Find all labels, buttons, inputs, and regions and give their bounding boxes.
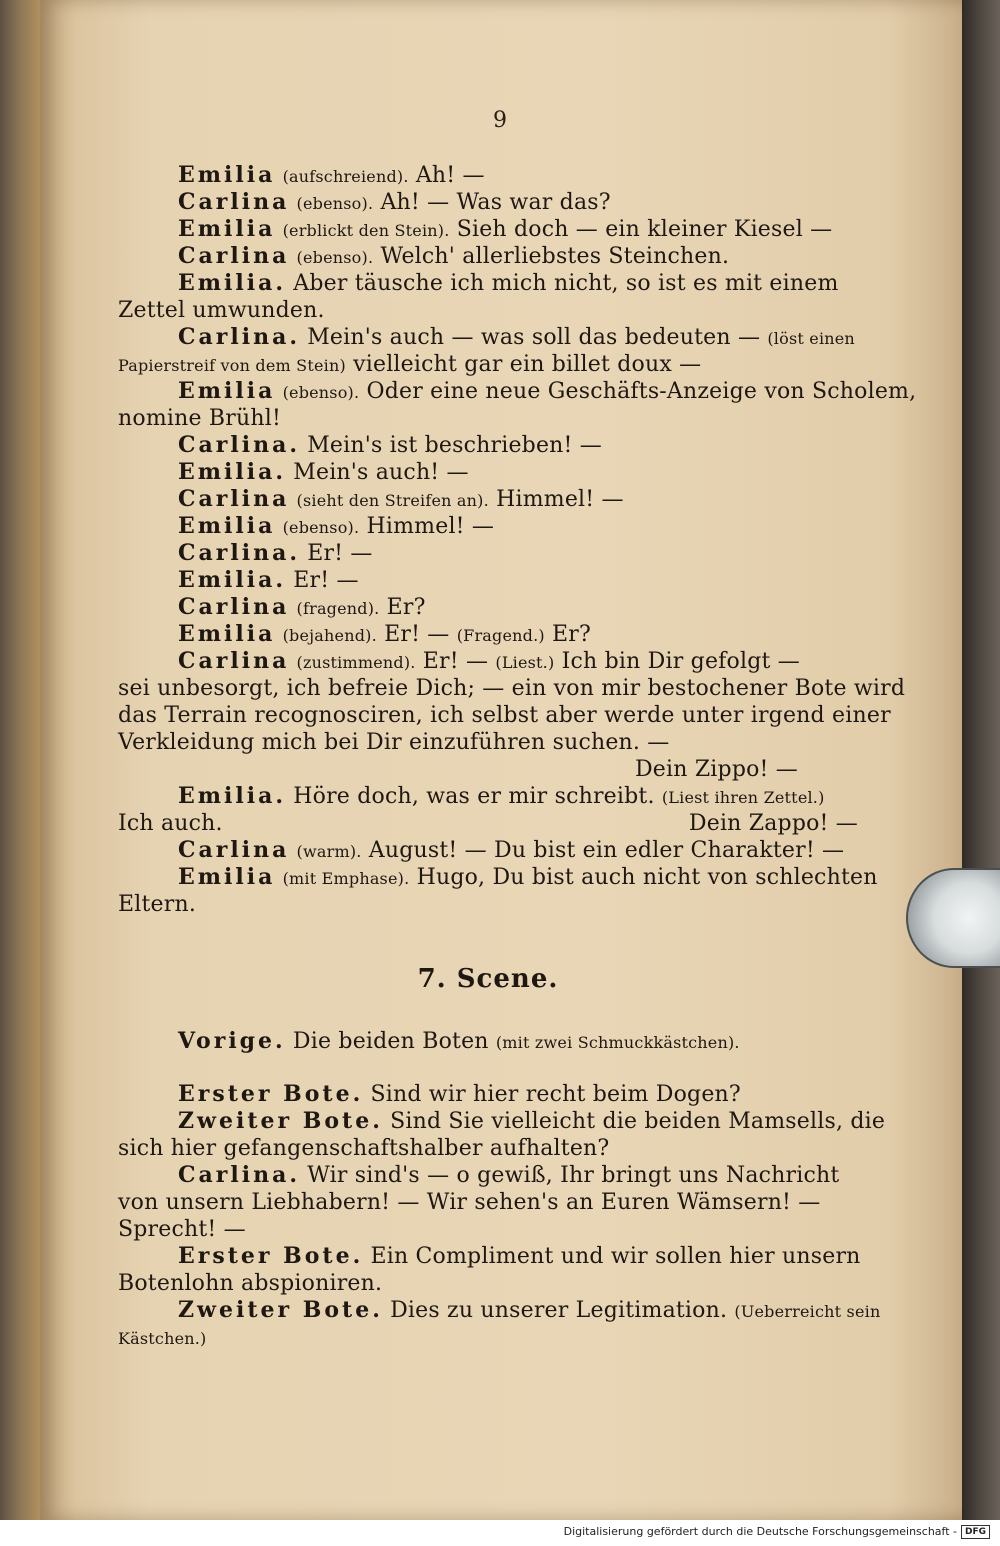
speaker-name: Emilia [178,378,276,404]
text-line [118,1108,886,1135]
speaker-name: Carlina. [178,432,300,458]
text-line [118,1324,858,1351]
line-text: Die beiden Boten [292,1029,489,1054]
text-line [118,567,858,594]
stage-direction: (Fragend.) [456,626,545,645]
line-text: Er! — [307,541,373,566]
line-text: Sieh doch — ein kleiner Kiesel — [456,217,833,242]
text-line [118,1135,858,1162]
text-line [118,216,858,243]
speaker-name: Carlina [178,486,290,512]
line-text: Sind wir hier recht beim Dogen? [370,1082,741,1107]
line-text: Verkleidung mich bei Dir einzuführen suchen. — [118,730,670,755]
stage-direction: (ebenso). [296,248,374,267]
speaker-name: Erster Bote. [178,1081,364,1107]
line-text: Sprecht! — [118,1217,246,1242]
line-text: Ah! — Was war das? [380,190,611,215]
stage-direction: Kästchen.) [118,1329,207,1348]
line-text: Zettel umwunden. [118,298,325,323]
speaker-name: Carlina. [178,1162,300,1188]
speaker-name: Vorige. [178,1028,286,1054]
page-edge-shadow [962,0,1000,1520]
text-line [118,1028,858,1055]
line-text: sich hier gefangenschaftshalber aufhalten? [118,1136,610,1161]
line-text: Ich auch. [118,811,223,836]
speaker-name: Carlina [178,837,290,863]
text-line [118,675,906,702]
speaker-name: Carlina [178,648,290,674]
speaker-name: Emilia. [178,270,287,296]
text-line [118,756,858,783]
text-line [118,1189,858,1216]
speaker-name: Emilia [178,216,276,242]
scene-dialogue-block [118,1028,886,1351]
stage-direction: (bejahend). [282,626,377,645]
line-text: Dies zu unserer Legitimation. [390,1298,728,1323]
line-text: Er! — [293,568,359,593]
text-line [118,432,858,459]
stage-direction: (sieht den Streifen an). [296,491,489,510]
speaker-name: Carlina [178,189,290,215]
speaker-name: Emilia [178,864,276,890]
text-line [118,837,858,864]
text-line [118,162,858,189]
text-line [118,1297,881,1324]
speaker-name: Erster Bote. [178,1243,364,1269]
line-text: Wir sind's — o gewiß, Ihr bringt uns Nachricht [307,1163,840,1188]
line-text: Dein Zappo! — [688,811,858,836]
text-line [118,486,858,513]
stage-direction: (mit Emphase). [282,869,410,888]
line-text: Himmel! — [496,487,624,512]
speaker-name: Emilia. [178,783,287,809]
line-text: nomine Brühl! [118,406,281,431]
dfg-logo: DFG [961,1525,990,1539]
line-text: Oder eine neue Geschäfts-Anzeige von Scholem, [366,379,917,404]
stage-direction: (zustimmend). [296,653,416,672]
speaker-name: Emilia [178,621,276,647]
speaker-name: Zweiter Bote. [178,1297,383,1323]
stage-direction: (Ueberreicht sein [734,1302,881,1321]
page-number: 9 [493,108,507,133]
line-text: Mein's auch — was soll das bedeuten — [307,325,761,350]
stage-direction: (Liest.) [495,653,555,672]
line-text: Welch' allerliebstes Steinchen. [380,244,730,269]
book-spine [0,0,40,1520]
text-line [118,243,858,270]
scene-heading: 7. Scene. [417,964,559,994]
text-line [118,783,858,810]
stage-direction: (erblickt den Stein). [282,221,450,240]
text-line [118,729,858,756]
line-text: Er? [552,622,592,647]
line-text: Botenlohn abspioniren. [118,1271,383,1296]
text-line [118,1162,858,1189]
text-line [118,189,858,216]
scanner-clip [906,868,1000,968]
speaker-name: Emilia. [178,567,287,593]
text-line [118,1270,858,1297]
text-line [118,351,858,378]
page-text [118,162,917,1351]
line-text: vielleicht gar ein billet doux — [353,352,702,377]
line-text: Eltern. [118,892,197,917]
text-line [118,513,858,540]
stage-direction: (löst einen [767,329,855,348]
stage-direction: (warm). [296,842,362,861]
line-text: Sind Sie vielleicht die beiden Mamsells, die [390,1109,886,1134]
stage-direction: (aufschreiend). [282,167,409,186]
line-text: Ein Compliment und wir sollen hier unsern [370,1244,861,1269]
line-text: sei unbesorgt, ich befreie Dich; — ein von mir bestochener Bote wird [118,676,906,701]
text-line [118,702,891,729]
line-text: Mein's ist beschrieben! — [307,433,602,458]
stage-direction: Papierstreif von dem Stein) [118,356,346,375]
spacer [118,1055,858,1081]
speaker-name: Carlina. [178,324,300,350]
speaker-name: Carlina. [178,540,300,566]
text-line [118,864,878,891]
text-line [118,459,858,486]
line-text: Höre doch, was er mir schreibt. [293,784,655,809]
speaker-name: Emilia. [178,459,287,485]
text-line [118,297,858,324]
speaker-name: Carlina [178,594,290,620]
text-line [118,621,858,648]
text-line [118,891,858,918]
line-text: Mein's auch! — [293,460,469,485]
text-line [118,1243,861,1270]
stage-direction: (ebenso). [296,194,374,213]
speaker-name: Zweiter Bote. [178,1108,383,1134]
text-line [118,810,858,837]
line-text: Hugo, Du bist auch nicht von schlechten [416,865,878,890]
speaker-name: Emilia [178,513,276,539]
line-text: von unsern Liebhabern! — Wir sehen's an Euren Wämsern! — [118,1190,821,1215]
line-text: Er! — [422,649,489,674]
stage-direction: (ebenso). [282,518,360,537]
footer-credit [564,1522,990,1542]
stage-direction: (Liest ihren Zettel.) [661,788,825,807]
line-text: Er? [386,595,426,620]
line-text: das Terrain recognosciren, ich selbst aber werde unter irgend einer [118,703,891,728]
text-line [118,378,917,405]
line-text: Er! — [384,622,450,647]
speaker-name: Emilia [178,162,276,188]
line-text: August! — Du bist ein edler Charakter! — [368,838,845,863]
line-text: Ah! — [415,163,485,188]
text-line [118,1216,858,1243]
stage-direction: (ebenso). [282,383,360,402]
text-line [118,540,858,567]
dialogue-block [118,162,917,918]
text-line [118,405,858,432]
text-line [118,270,858,297]
line-text: Aber täusche ich mich nicht, so ist es mit einem [293,271,839,296]
line-text: Himmel! — [366,514,495,539]
text-line [118,594,858,621]
stage-direction: (mit zwei Schmuckkästchen). [495,1033,740,1052]
line-text: Dein Zippo! — [634,757,798,782]
line-text: Ich bin Dir gefolgt — [561,649,800,674]
speaker-name: Carlina [178,243,290,269]
stage-direction: (fragend). [296,599,380,618]
text-line [118,648,858,675]
text-line [118,324,858,351]
text-line [118,1081,858,1108]
footer-text: Digitalisierung gefördert durch die Deutsche Forschungsgemeinschaft - [563,1525,957,1538]
